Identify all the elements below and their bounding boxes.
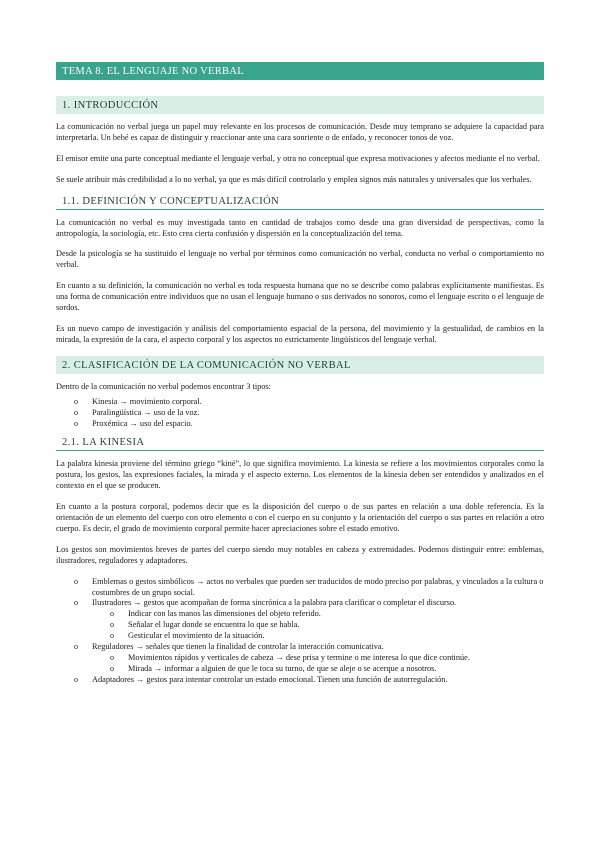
sublist-item: o Mirada → informar a alguien de que le toca su turno, de que se aleje o se acerque a nosotros. — [92, 664, 544, 675]
list-item-reguladores — [56, 642, 544, 675]
paragraph: Se suele atribuir más credibilidad a lo no verbal, ya que es más difícil controlarlo y emplea signos más naturales y universales que los verbales. — [56, 174, 532, 184]
document-title: TEMA 8. EL LENGUAJE NO VERBAL — [56, 62, 544, 80]
paragraph: En cuanto a la postura corporal, podemos decir que es la disposición del cuerpo o de sus partes en relación a una doble referencia. Es la orientación de un elemento del cuerpo con otro elemento o con el cuerpo en su conjunto y la orientación del cuerpo o sus partes en relación a otro cuerpo. Es decir, el grado de movimiento corporal permite hacer apreciaciones sobre el estado emotivo. — [56, 502, 544, 533]
list-item-adaptadores: o Adaptadores → gestos para intentar controlar un estado emocional. Tienen una función de autorregulación. — [56, 675, 544, 686]
list-item-text: Reguladores → señales que tienen la finalidad de controlar la interacción comunicativa. — [92, 642, 384, 652]
paragraph: En cuanto a su definición, la comunicación no verbal es toda respuesta humana que no se describe como palabras explícitamente manifiestas. Es una forma de comunicación entre individuos que no usan el lenguaje humano o sus derivados no sonoros, como el lenguaje escrito o el lenguaje de sordos. — [56, 281, 544, 313]
paragraph: Es un nuevo campo de investigación y análisis del comportamiento espacial de la persona, del movimiento y la gestualidad, de cambios en la mirada, la expresión de la cara, el aspecto corporal y los aspectos no estrictamente lingüísticos del lenguaje verbal. — [56, 323, 544, 344]
subsection-heading-definicion: 1.1. DEFINICIÓN Y CONCEPTUALIZACIÓN — [56, 196, 544, 210]
sublist-item: o Indicar con las manos las dimensiones del objeto referido. — [92, 609, 544, 620]
list-item-ilustradores — [56, 598, 544, 642]
list-item-emblemas: o Emblemas o gestos simbólicos → actos no verbales que pueden ser traducidos de modo preciso por palabras, y vinculados a la cultura o costumbres de un grupo social. — [56, 577, 544, 599]
sublist — [92, 653, 544, 675]
section-heading-clasificacion: 2. CLASIFICACIÓN DE LA COMUNICACIÓN NO VERBAL — [56, 356, 544, 374]
list-item: o Kinesia → movimiento corporal. — [56, 397, 544, 408]
section-heading-introduccion: 1. INTRODUCCIÓN — [56, 96, 544, 114]
paragraph: La comunicación no verbal juega un papel muy relevante en los procesos de comunicación. Desde muy temprano se adquiere la capacidad para interpretarla. Un bebé es capaz de distinguir y reaccionar ante una cara sonriente o de enfado, y reconocer tonos de voz. — [56, 122, 544, 142]
sublist-item: o Señalar el lugar donde se encuentra lo que se habla. — [92, 620, 544, 631]
sublist — [92, 609, 544, 642]
paragraph: Los gestos son movimientos breves de partes del cuerpo siendo muy notables en cabeza y extremidades. Podemos distinguir entre: emblemas, ilustradores, reguladores y adaptadores. — [56, 544, 544, 565]
list-item-text: Ilustradores → gestos que acompañan de forma sincrónica a la palabra para clarificar o completar el discurso. — [92, 598, 457, 608]
types-list — [56, 397, 544, 430]
document-page — [56, 62, 544, 694]
paragraph: Dentro de la comunicación no verbal podemos encontrar 3 tipos: — [56, 381, 271, 391]
list-item: o Proxémica → uso del espacio. — [56, 419, 544, 430]
sublist-item: o Gesticular el movimiento de la situación. — [92, 631, 544, 642]
paragraph: El emisor emite una parte conceptual mediante el lenguaje verbal, y otra no conceptual que expresa motivaciones y afectos mediante el no verbal. — [56, 153, 540, 163]
list-item: o Paralingüística → uso de la voz. — [56, 408, 544, 419]
gestures-list — [56, 577, 544, 686]
sublist-item: o Movimientos rápidos y verticales de cabeza → dese prisa y termine o me interesa lo que dice continúe. — [92, 653, 544, 664]
paragraph: La comunicación no verbal es muy investigada tanto en cantidad de trabajos como desde una gran diversidad de perspectivas, como la antropología, la sociología, etc. Esto crea cierta confusión y dispersión en la conceptualización del tema. — [56, 217, 544, 238]
paragraph: La palabra kinesia proviene del término griego “kiné”, lo que significa movimiento. La kinesia se refiere a los movimientos corporales como la postura, los gestos, las expresiones faciales, la mirada y el aspecto externo. Los elementos de la kinesia deben ser entendidos y analizados en el contexto en el que se producen. — [56, 459, 544, 491]
paragraph: Desde la psicología se ha sustituido el lenguaje no verbal por términos como comunicación no verbal, conducta no verbal o comportamiento no verbal. — [56, 249, 544, 270]
subsection-heading-kinesia: 2.1. LA KINESIA — [56, 437, 544, 451]
